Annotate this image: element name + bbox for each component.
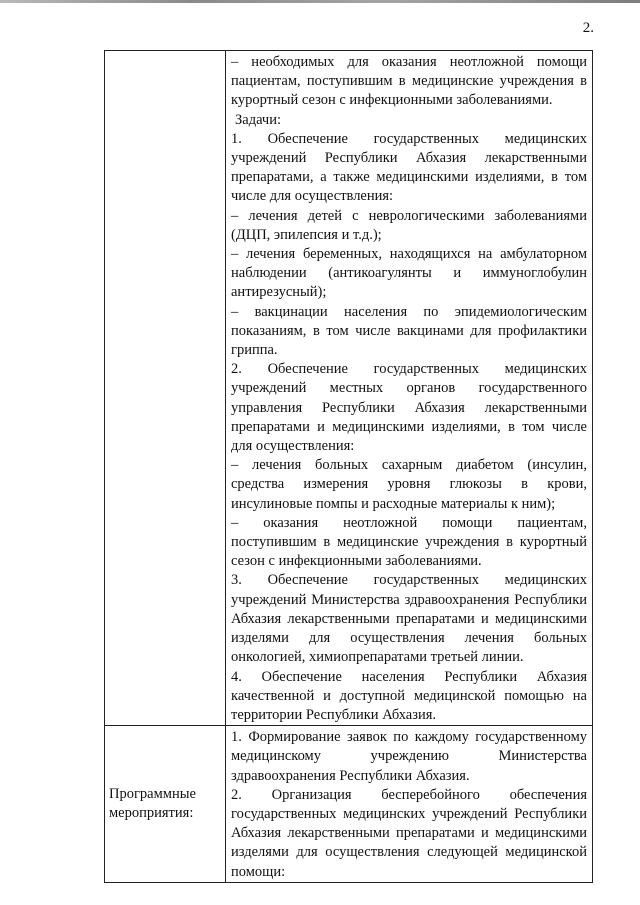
paragraph: 2. Обеспечение государственных медицинских учреждений местных органов государственного управления Республики Абхазия лекарственными препаратами и медицинскими изделиями, в том числе для осуществления: (231, 361, 587, 455)
row-label: Программные мероприятия: (109, 785, 196, 821)
paragraph: – лечения беременных, находящихся на амбулаторном наблюдении (антикоагулянты и иммуноглобулин антирезусный); (231, 246, 587, 301)
table-row-tasks (105, 51, 593, 726)
paragraph: – лечения больных сахарным диабетом (инсулин, средства измерения уровня глюкозы в крови, инсулиновые помпы и расходные материалы к ним); (231, 457, 587, 512)
paragraph: – необходимых для оказания неотложной помощи пациентам, поступившим в медицинские учреждения в курортный сезон с инфекционными заболеваниями. (231, 54, 587, 109)
paragraph: 2. Организация бесперебойного обеспечения государственных медицинских учреждений Республики Абхазия лекарственными препаратами и медицинскими изделями для осуществления следующей медицинской помощи: (231, 786, 587, 880)
page-number: 2. (582, 20, 594, 36)
paragraph: – оказания неотложной помощи пациентам, поступившим в медицинские учреждения в курортный сезон с инфекционными заболеваниями. (231, 514, 587, 570)
paragraph: 3. Обеспечение государственных медицинских учреждений Министерства здравоохранения Республики Абхазия лекарственными препаратами и медицинскими изделями для осуществления лечения больных онкологией, химиопрепаратами третьей линии. (231, 572, 587, 666)
paragraph: 4. Обеспечение населения Республики Абхазия качественной и доступной медицинской помощью на территории Республики Абхазия. (231, 668, 587, 723)
row-label-cell (105, 51, 226, 726)
paragraph: 1. Формирование заявок по каждому государственному медицинскому учреждению Министерства здравоохранения Республики Абхазия. (231, 729, 587, 784)
row-content-cell (226, 51, 593, 726)
paragraph: – лечения детей с неврологическими заболеваниями (ДЦП, эпилепсия и т.д.); (231, 207, 587, 243)
program-table (104, 50, 593, 883)
row-content-cell (226, 726, 593, 883)
row-label-cell (105, 726, 226, 883)
paragraph: – вакцинации населения по эпидемиологическим показаниям, в том числе вакцинами для профилактики гриппа. (231, 303, 587, 359)
paragraph: 1. Обеспечение государственных медицинских учреждений Республики Абхазия лекарственными препаратами, а также медицинскими изделиями, в том числе для осуществления: (231, 130, 587, 205)
scan-edge (0, 0, 640, 3)
table-row-program-events (105, 726, 593, 883)
tasks-heading: Задачи: (235, 111, 282, 128)
